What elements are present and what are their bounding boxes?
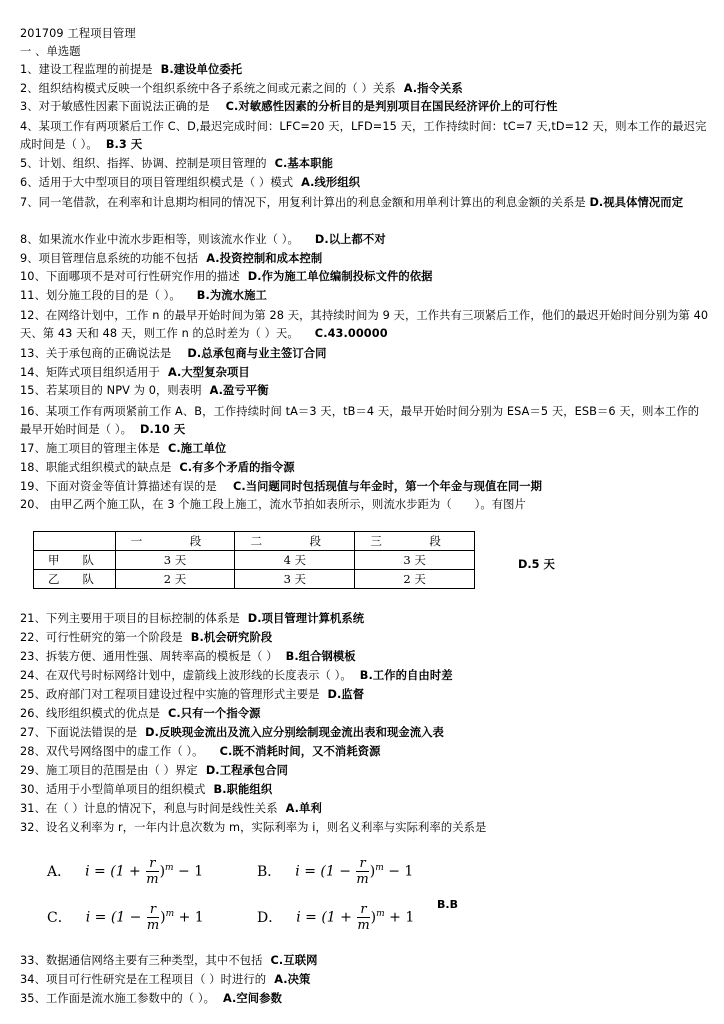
question-22: [20, 631, 710, 645]
answer: A.决策: [274, 973, 311, 986]
question-text: 18、职能式组织模式的缺点是: [20, 461, 172, 474]
question-13: [20, 347, 710, 361]
table-row-label: 乙 队: [34, 570, 116, 589]
option-label: D．: [257, 909, 283, 926]
answer-32: B.B: [437, 898, 458, 911]
formula-paren: ): [159, 863, 166, 880]
table-cell: 3 天: [355, 551, 475, 570]
answer: B.工作的自由时差: [359, 669, 453, 682]
table-cell: 3 天: [235, 570, 355, 589]
formula-tail: − 1: [173, 863, 204, 880]
question-text: 19、下面对资金等值计算描述有误的是: [20, 480, 217, 493]
question-text: 35、工作面是流水施工参数中的（ ）。: [20, 992, 215, 1005]
question-27: [20, 726, 710, 740]
question-text: 8、如果流水作业中流水步距相等，则该流水作业（ ）。: [20, 233, 299, 246]
formula-paren: ): [369, 863, 376, 880]
answer: A.投资控制和成本控制: [206, 252, 323, 265]
table-corner-cell: [34, 532, 116, 551]
answer: C.只有一个指令源: [167, 707, 261, 720]
question-8: [20, 233, 710, 247]
question-text: 11、划分施工段的目的是（ ）。: [20, 289, 181, 302]
fraction-denominator: m: [146, 918, 160, 933]
question-text: 24、在双代号时标网络计划中，虚箭线上波形线的长度表示（ ）。: [20, 669, 352, 682]
question-33: [20, 954, 710, 968]
option-label: C．: [47, 909, 72, 926]
fraction-denominator: m: [146, 872, 159, 887]
question-1: [20, 63, 710, 77]
table-row: [34, 551, 475, 570]
question-text: 33、数据通信网络主要有三种类型，其中不包括: [20, 954, 263, 967]
question-32: [20, 821, 710, 835]
formula-exponent: m: [375, 862, 384, 873]
answer: D.监督: [327, 688, 365, 701]
question-9: [20, 252, 710, 266]
question-text: 7、同一笔借款，在利率和计息期均相同的情况下，用复利计算出的利息金额和用单利计算出的利息金额的关系是: [20, 196, 586, 209]
question-text: 2、组织结构模式反映一个组织系统中各子系统之间或元素之间的（ ）关系: [20, 82, 396, 95]
question-text: 30、适用于小型简单项目的组织模式: [20, 783, 206, 796]
question-text: 15、若某项目的 NPV 为 0，则表明: [20, 384, 202, 397]
question-text: 10、下面哪项不是对可行性研究作用的描述: [20, 270, 240, 283]
table-row-label: 甲 队: [34, 551, 116, 570]
answer: D.以上都不对: [314, 233, 386, 246]
answer: B.为流水施工: [196, 289, 267, 302]
question-31: [20, 802, 710, 816]
answer: A.大型复杂项目: [167, 366, 250, 379]
question-text: 22、可行性研究的第一个阶段是: [20, 631, 183, 644]
formula-exponent: m: [376, 908, 385, 919]
fraction-numerator: r: [357, 902, 369, 918]
question-4: [20, 118, 710, 154]
answer: A.单利: [285, 802, 322, 815]
question-24: [20, 669, 710, 683]
answer: B.3 天: [105, 138, 143, 151]
question-30: [20, 783, 710, 797]
doc-title: 201709 工程项目管理: [20, 27, 136, 40]
question-text: 26、线形组织模式的优点是: [20, 707, 160, 720]
question-text: 9、项目管理信息系统的功能不包括: [20, 252, 199, 265]
answer: C.基本职能: [274, 157, 333, 170]
question-text: 25、政府部门对工程项目建设过程中实施的管理形式主要是: [20, 688, 320, 701]
answer: B.建设单位委托: [160, 63, 243, 76]
option-label: B．: [257, 863, 282, 880]
formula-paren: ): [370, 909, 377, 926]
answer: B.组合钢模板: [285, 650, 356, 663]
table-header-cell: 二 段: [235, 532, 355, 551]
question-text: 5、计划、组织、指挥、协调、控制是项目管理的: [20, 157, 267, 170]
question-text: 21、下列主要用于项目的目标控制的体系是: [20, 612, 240, 625]
formula-lhs: i = (1 −: [85, 909, 146, 926]
table-header-cell: 一 段: [115, 532, 235, 551]
question-text: 12、在网络计划中，工作 n 的最早开始时间为第 28 天，其持续时间为 9 天，工作共有三项紧后工作，他们的最迟开始时间分别为第 40 天、第 43 天和 48 天，则工作 n 的总时差为（ ）天。: [20, 309, 709, 340]
answer: D.总承包商与业主签订合同: [187, 347, 327, 360]
fraction: [356, 856, 368, 887]
answer: D.视具体情况而定: [589, 196, 684, 209]
question-23: [20, 650, 710, 664]
question-25: [20, 688, 710, 702]
table-row: [34, 570, 475, 589]
question-7: [20, 194, 710, 212]
question-text: 23、拆装方便、通用性强、周转率高的模板是（ ）: [20, 650, 278, 663]
formula-option-d: [257, 902, 414, 933]
question-34: [20, 973, 710, 987]
question-5: [20, 157, 710, 171]
answer: A.线形组织: [301, 176, 361, 189]
table-cell: 2 天: [115, 570, 235, 589]
answer: C.对敏感性因素的分析目的是判别项目在国民经济评价上的可行性: [225, 100, 558, 113]
question-15: [20, 384, 710, 398]
question-text: 34、项目可行性研究是在工程项目（ ）时进行的: [20, 973, 267, 986]
question-text: 16、某项工作有两项紧前工作 A、B，工作持续时间 tA＝3 天，tB＝4 天，最早开始时间分别为 ESA＝5 天，ESB＝6 天，则本工作的最早开始时间是（ ）。: [20, 405, 700, 436]
question-text: 20、 由甲乙两个施工队，在 3 个施工段上施工，流水节拍如表所示，则流水步距为（ ）。有图片: [20, 498, 526, 511]
question-text: 1、建设工程监理的前提是: [20, 63, 153, 76]
question-text: 3、对于敏感性因素下面说法正确的是: [20, 100, 210, 113]
table-header-row: [34, 532, 475, 551]
fraction-denominator: m: [356, 872, 369, 887]
table-header-cell: 三 段: [355, 532, 475, 551]
question-16: [20, 403, 710, 439]
question-26: [20, 707, 710, 721]
section-heading: 一 、单选题: [20, 45, 81, 58]
question-28: [20, 745, 710, 759]
question-20: [20, 498, 710, 512]
table-cell: 3 天: [115, 551, 235, 570]
formula-exponent: m: [165, 908, 175, 919]
table-cell: 4 天: [235, 551, 355, 570]
answer: A.空间参数: [222, 992, 283, 1005]
answer: A.指令关系: [403, 82, 463, 95]
formula-tail: − 1: [383, 863, 414, 880]
question-21: [20, 612, 710, 626]
question-text: 17、施工项目的管理主体是: [20, 442, 160, 455]
answer: A.盈亏平衡: [209, 384, 269, 397]
answer: D.10 天: [140, 423, 186, 436]
fraction: [146, 856, 158, 887]
answer: C.43.00000: [314, 327, 388, 340]
fraction-numerator: r: [147, 902, 159, 918]
table-cell: 2 天: [355, 570, 475, 589]
question-12: [20, 307, 710, 343]
question-6: [20, 176, 710, 190]
question-18: [20, 461, 710, 475]
question-3: [20, 100, 710, 114]
question-19: [20, 480, 710, 494]
question-text: 31、在（ ）计息的情况下，利息与时间是线性关系: [20, 802, 278, 815]
question-text: 13、关于承包商的正确说法是: [20, 347, 172, 360]
question-35: [20, 992, 710, 1006]
question-text: 28、双代号网络图中的虚工作（ ）。: [20, 745, 204, 758]
fraction: [147, 902, 159, 933]
answer: C.施工单位: [167, 442, 227, 455]
formula-option-c: [47, 902, 204, 933]
question-text: 14、矩阵式项目组织适用于: [20, 366, 160, 379]
question-text: 29、施工项目的范围是由（ ）界定: [20, 764, 198, 777]
formula-lhs: i = (1 −: [295, 863, 356, 880]
question-text: 6、适用于大中型项目的项目管理组织模式是（ ）模式: [20, 176, 294, 189]
fraction-numerator: r: [356, 856, 368, 872]
answer: B.职能组织: [213, 783, 273, 796]
flow-rhythm-table: [33, 531, 475, 589]
formula-option-b: [257, 856, 413, 887]
question-11: [20, 289, 710, 303]
answer: B.机会研究阶段: [190, 631, 273, 644]
question-text: 32、设名义利率为 r，一年内计息次数为 m，实际利率为 i，则名义利率与实际利率的关系是: [20, 821, 487, 834]
fraction-denominator: m: [357, 918, 370, 933]
formula-tail: + 1: [384, 909, 415, 926]
answer: C.互联网: [270, 954, 318, 967]
question-text: 27、下面说法错误的是: [20, 726, 138, 739]
question-10: [20, 270, 710, 284]
answer: D.工程承包合同: [205, 764, 289, 777]
answer-20: D.5 天: [518, 558, 555, 571]
answer: C.当问题同时包括现值与年金时，第一个年金与现值在同一期: [232, 480, 543, 493]
answer: D.反映现金流出及流入应分别绘制现金流出表和现金流入表: [145, 726, 444, 739]
formula-tail: + 1: [174, 909, 204, 926]
option-label: A．: [47, 863, 72, 880]
question-29: [20, 764, 710, 778]
question-text: 4、某项工作有两项紧后工作 C、D,最迟完成时间：LFC=20 天，LFD=15 天，工作持续时间：tC=7 天,tD=12 天，则本工作的最迟完成时间是（ ）。: [20, 120, 707, 151]
formula-lhs: i = (1 +: [296, 909, 357, 926]
formula-lhs: i = (1 +: [85, 863, 146, 880]
fraction: [357, 902, 369, 933]
formula-paren: ): [160, 909, 166, 926]
question-17: [20, 442, 710, 456]
answer: C.既不消耗时间，又不消耗资源: [219, 745, 381, 758]
answer: C.有多个矛盾的指令源: [179, 461, 295, 474]
fraction-numerator: r: [146, 856, 158, 872]
formula-option-a: [47, 856, 203, 887]
answer: D.项目管理计算机系统: [247, 612, 365, 625]
formula-exponent: m: [165, 862, 174, 873]
question-2: [20, 82, 710, 96]
question-14: [20, 366, 710, 380]
answer: D.作为施工单位编制投标文件的依据: [247, 270, 433, 283]
